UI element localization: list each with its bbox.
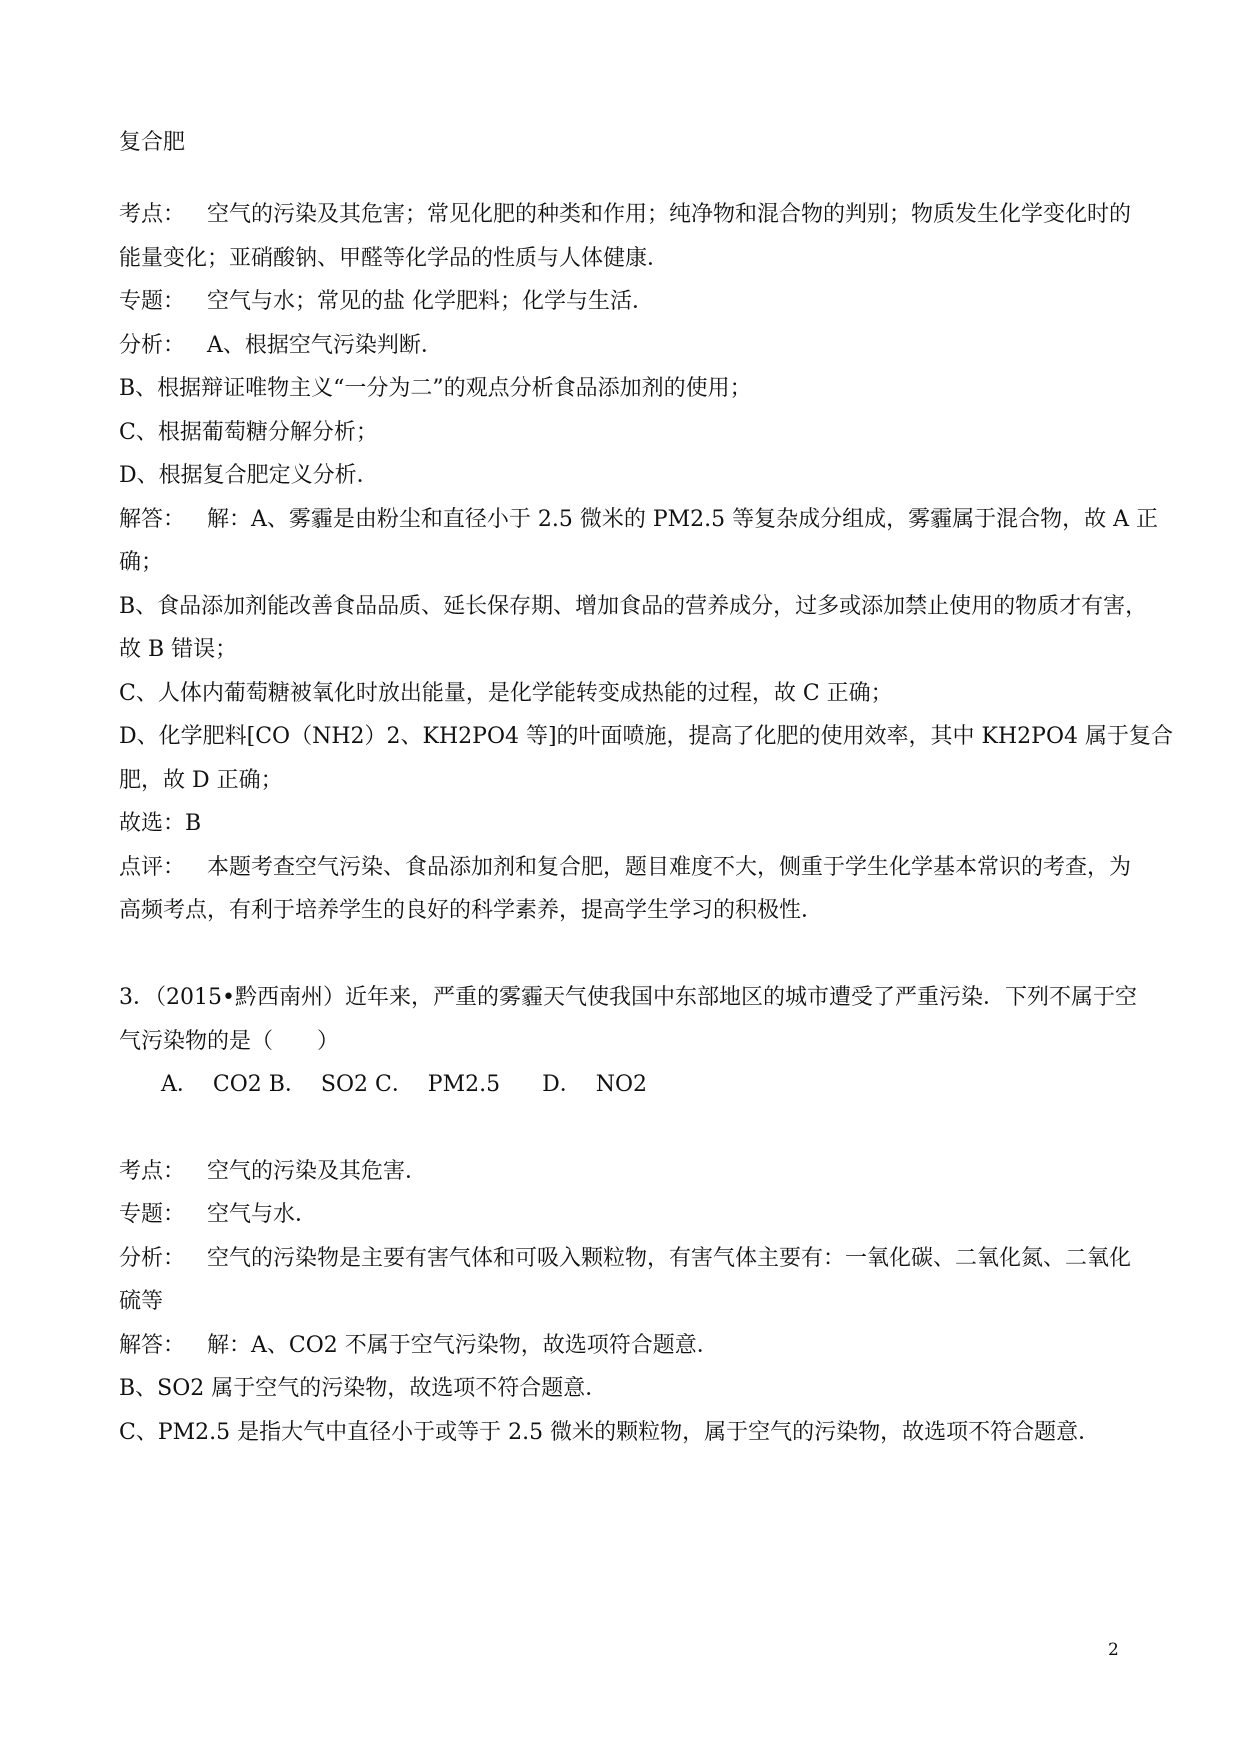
text-line xyxy=(119,853,1132,883)
text-line xyxy=(119,505,1159,535)
question-stem: 气污染物的是（ ） xyxy=(119,1029,340,1054)
text-line: 确； xyxy=(119,550,164,575)
text-line: 高频考点，有利于培养学生的良好的科学素养，提高学生学习的积极性． xyxy=(119,898,824,923)
text-line xyxy=(119,1200,1129,1230)
text-line xyxy=(119,200,1132,230)
text-line: B、根据辩证唯物主义“一分为二”的观点分析食品添加剂的使用； xyxy=(119,376,752,401)
text-content: 本题考查空气污染、食品添加剂和复合肥，题目难度不大，侧重于学生化学基本常识的考查，为 xyxy=(207,855,1132,880)
text-content: 解：A、CO2 不属于空气污染物，故选项符合题意． xyxy=(207,1333,719,1358)
text-line: B、SO2 属于空气的污染物，故选项不符合题意． xyxy=(119,1376,608,1401)
text-line: C、PM2.5 是指大气中直径小于或等于 2.5 微米的颗粒物，属于空气的污染物，故选项不符合题意． xyxy=(119,1420,1101,1445)
text-line xyxy=(119,287,1129,317)
section-label-dianping: 点评： xyxy=(119,855,186,880)
section-label-fenxi: 分析： xyxy=(119,333,186,358)
section-label-zhuanti: 专题： xyxy=(119,289,186,314)
page-number: 2 xyxy=(1108,1640,1119,1660)
text-line: B、食品添加剂能改善食品品质、延长保存期、增加食品的营养成分，过多或添加禁止使用的物质才有害， xyxy=(119,594,1148,619)
text-line: 故选：B xyxy=(119,811,202,836)
text-line xyxy=(119,331,1129,361)
section-label-jieda: 解答： xyxy=(119,507,186,532)
text-content: A、根据空气污染判断． xyxy=(207,333,443,358)
section-label-jieda: 解答： xyxy=(119,1333,186,1358)
text-line: 硫等 xyxy=(119,1289,164,1314)
text-line xyxy=(119,1331,1129,1361)
text-line: 故 B 错误； xyxy=(119,637,238,662)
section-label-zhuanti: 专题： xyxy=(119,1202,186,1227)
text-line xyxy=(119,1157,1129,1187)
section-label-kaodian: 考点： xyxy=(119,202,186,227)
section-label-fenxi: 分析： xyxy=(119,1246,186,1271)
text-content: 空气的污染及其危害． xyxy=(207,1159,428,1184)
text-content: 空气的污染物是主要有害气体和可吸入颗粒物，有害气体主要有：一氧化碳、二氧化氮、二氧化 xyxy=(207,1246,1132,1271)
text-line: D、根据复合肥定义分析． xyxy=(119,463,379,488)
text-line: 复合肥 xyxy=(119,130,186,155)
text-line xyxy=(119,1244,1132,1274)
text-content: 空气的污染及其危害；常见化肥的种类和作用；纯净物和混合物的判别；物质发生化学变化时的 xyxy=(207,202,1132,227)
text-line: C、人体内葡萄糖被氧化时放出能量，是化学能转变成热能的过程，故 C 正确； xyxy=(119,681,893,706)
answer-options: A． CO2 B． SO2 C． PM2.5 D． NO2 xyxy=(161,1072,647,1097)
text-content: 空气与水． xyxy=(207,1202,318,1227)
question-stem: 3．（2015•黔西南州）近年来，严重的雾霾天气使我国中东部地区的城市遭受了严重污染．下列不属于空 xyxy=(119,985,1137,1010)
section-label-kaodian: 考点： xyxy=(119,1159,186,1184)
text-line: D、化学肥料[CO（NH2）2、KH2PO4 等]的叶面喷施，提高了化肥的使用效率，其中 KH2PO4 属于复合 xyxy=(119,724,1173,749)
text-content: 解：A、雾霾是由粉尘和直径小于 2.5 微米的 PM2.5 等复杂成分组成，雾霾属于混合物，故 A 正 xyxy=(207,507,1159,532)
text-line: C、根据葡萄糖分解分析； xyxy=(119,420,378,445)
text-line: 肥，故 D 正确； xyxy=(119,768,283,793)
text-content: 空气与水；常见的盐 化学肥料；化学与生活． xyxy=(207,289,654,314)
text-line: 能量变化；亚硝酸钠、甲醛等化学品的性质与人体健康． xyxy=(119,246,670,271)
